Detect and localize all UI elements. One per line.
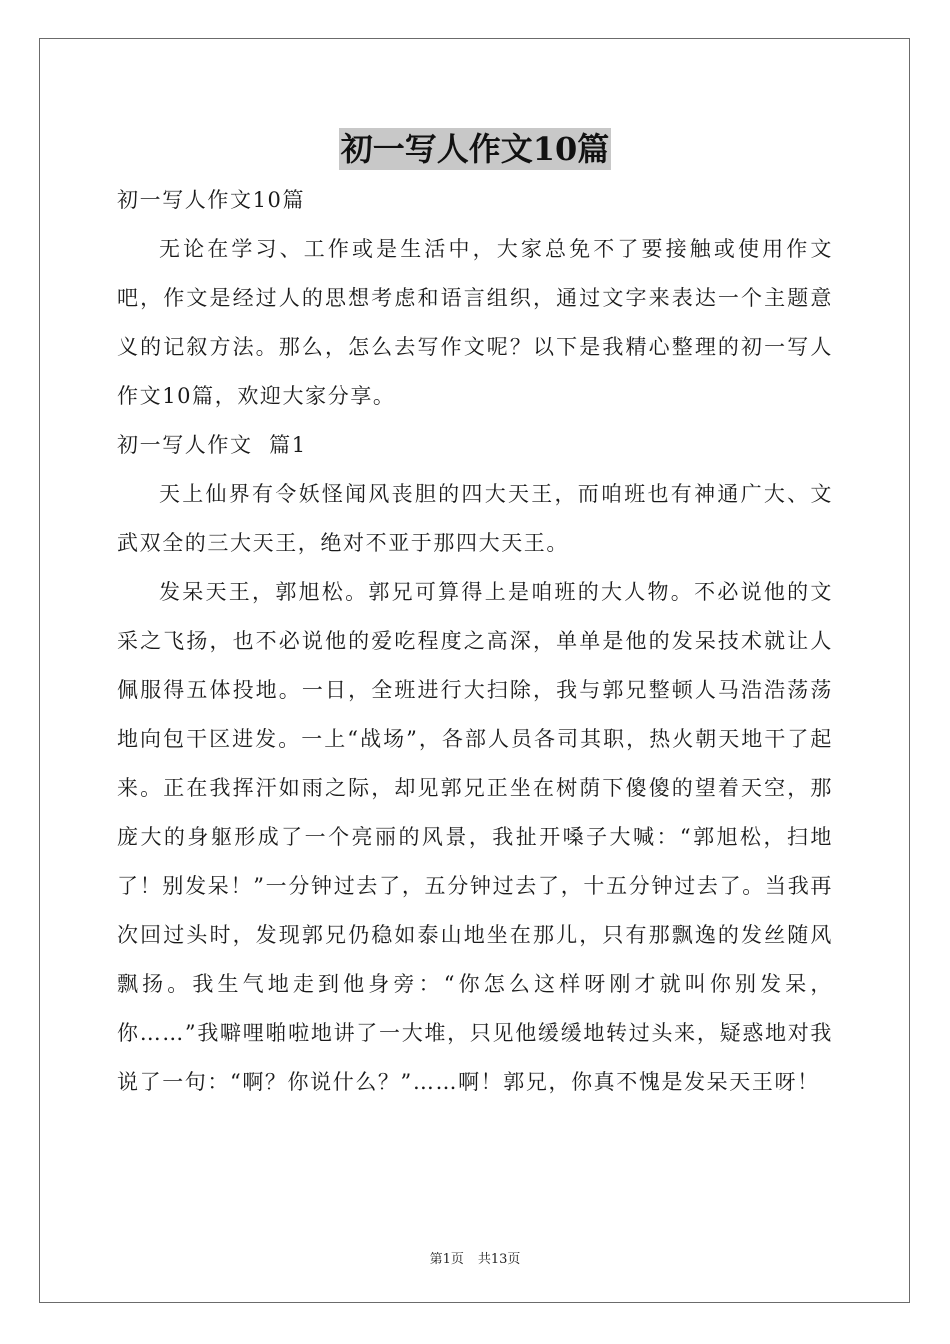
body-paragraph-2: 发呆天王，郭旭松。郭兄可算得上是咱班的大人物。不必说他的文采之飞扬，也不必说他的爱吃程度之高深，单单是他的发呆技术就让人佩服得五体投地。一日，全班进行大扫除，我与郭兄整顿人马浩浩荡荡地向包干区进发。一上“战场”，各部人员各司其职，热火朝天地干了起来。正在我挥汗如雨之际，却见郭兄正坐在树荫下傻傻的望着天空，那庞大的身躯形成了一个亮丽的风景，我扯开嗓子大喊：“郭旭松，扫地了！别发呆！”一分钟过去了，五分钟过去了，十五分钟过去了。当我再次回过头时，发现郭兄仍稳如泰山地坐在那儿，只有那飘逸的发丝随风飘扬。我生气地走到他身旁：“你怎么这样呀刚才就叫你别发呆，你……”我噼哩啪啦地讲了一大堆，只见他缓缓地转过头来，疑惑地对我说了一句：“啊？你说什么？”……啊！郭兄，你真不愧是发呆天王呀！ [117, 580, 833, 1094]
document-title: 初一写人作文10篇 [340, 130, 610, 168]
subtitle: 初一写人作文10篇 [117, 188, 306, 212]
body-paragraph-1: 天上仙界有令妖怪闻风丧胆的四大天王，而咱班也有神通广大、文武双全的三大天王，绝对不亚于那四大天王。 [117, 482, 833, 555]
page-footer [0, 1248, 950, 1267]
document-body [117, 176, 833, 1107]
intro-paragraph: 无论在学习、工作或是生活中，大家总免不了要接触或使用作文吧，作文是经过人的思想考虑和语言组织，通过文字来表达一个主题意义的记叙方法。那么，怎么去写作文呢？以下是我精心整理的初一写人作文10篇，欢迎大家分享。 [117, 237, 833, 408]
page-number: 第1页 [429, 1252, 464, 1267]
section-heading: 初一写人作文 篇1 [117, 433, 307, 457]
page-total: 共13页 [477, 1252, 521, 1267]
title-container [0, 128, 950, 170]
